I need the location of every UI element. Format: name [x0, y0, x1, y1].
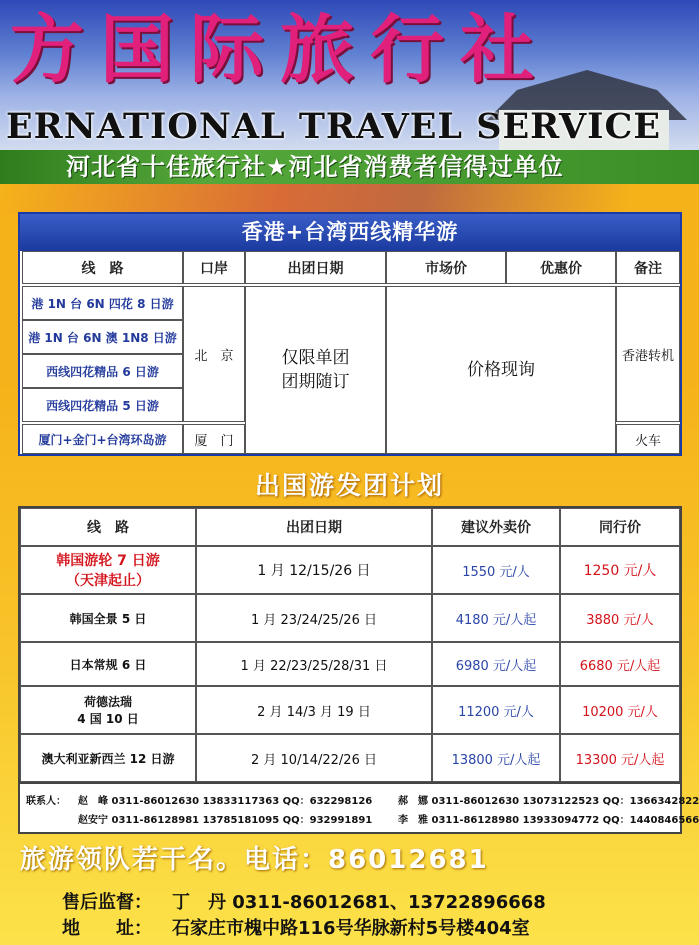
route-subtitle: 4 国 10 日	[77, 712, 139, 726]
route-cell: 西线四花精品 5 日游	[22, 388, 183, 422]
port-xiamen: 厦 门	[183, 424, 245, 454]
route-cell: 西线四花精品 6 日游	[22, 354, 183, 388]
table-row-trade: 10200 元/人	[560, 686, 680, 734]
table-row-trade: 6680 元/人起	[560, 642, 680, 686]
table-row-route: 韩国全景 5 日	[20, 594, 196, 642]
header-trade-price: 同行价	[560, 508, 680, 546]
depart-date-line2: 团期随订	[281, 372, 350, 392]
table-row-trade: 1250 元/人	[560, 546, 680, 594]
contact-zhao-anning: 赵安宁 0311-86128981 13785181095 QQ：932991891	[78, 815, 373, 826]
agency-title-english: ERNATIONAL TRAVEL SERVICE	[6, 106, 662, 147]
table-row-retail: 13800 元/人起	[432, 734, 560, 782]
address-label: 地 址：	[62, 918, 152, 939]
header-depart-date: 出团日期	[196, 508, 432, 546]
table-row-retail: 1550 元/人	[432, 546, 560, 594]
hk-taiwan-table-title: 香港+台湾西线精华游	[20, 214, 680, 251]
port-beijing: 北 京	[183, 286, 245, 422]
outbound-section-title: 出国游发团计划	[254, 471, 444, 500]
table-row-date: 1 月 12/15/26 日	[196, 546, 432, 594]
table-row-date: 2 月 10/14/22/26 日	[196, 734, 432, 782]
route-name: 荷德法瑞	[83, 695, 132, 709]
table-row-date: 1 月 23/24/25/26 日	[196, 594, 432, 642]
price-cell: 价格现询	[386, 286, 616, 454]
contact-zhao-feng: 赵 峰 0311-86012630 13833117363 QQ：632298126	[78, 796, 373, 807]
table-row-route: 澳大利亚新西兰 12 日游	[20, 734, 196, 782]
after-sales-contact: 丁 丹 0311-86012681、13722896668	[172, 892, 546, 913]
decorative-band	[0, 184, 699, 214]
table-row-route	[20, 686, 196, 734]
table-row-route	[20, 546, 196, 594]
route-cell: 港 1N 台 6N 澳 1N8 日游	[22, 320, 183, 354]
after-sales-label: 售后监督：	[62, 892, 152, 913]
note-hk-transfer: 香港转机	[616, 286, 680, 422]
table-row-route: 日本常规 6 日	[20, 642, 196, 686]
route-cell: 厦门+金门+台湾环岛游	[22, 424, 183, 454]
hk-taiwan-table	[18, 212, 682, 456]
table-row-trade: 13300 元/人起	[560, 734, 680, 782]
header-route: 线 路	[20, 508, 196, 546]
contact-hao-na: 郝 娜 0311-86012630 13073122523 QQ：1366342822	[398, 796, 699, 807]
route-name: 韩国游轮 7 日游	[56, 553, 160, 569]
table-row-retail: 6980 元/人起	[432, 642, 560, 686]
tour-leader-recruit: 旅游领队若干名。电话：86012681	[20, 845, 489, 875]
table-row-trade: 3880 元/人	[560, 594, 680, 642]
header-discount-price: 优惠价	[506, 251, 616, 284]
note-train: 火车	[616, 424, 680, 454]
contacts-label: 联系人：	[26, 796, 66, 807]
header-depart-date: 出团日期	[245, 251, 386, 284]
depart-date-line1: 仅限单团	[281, 348, 350, 368]
table-row-date: 1 月 22/23/25/28/31 日	[196, 642, 432, 686]
route-cell: 港 1N 台 6N 四花 8 日游	[22, 286, 183, 320]
slogan-bar: 河北省十佳旅行社★河北省消费者信得过单位	[0, 150, 699, 184]
header-route: 线 路	[22, 251, 183, 284]
header-note: 备注	[616, 251, 680, 284]
table-row-date: 2 月 14/3 月 19 日	[196, 686, 432, 734]
contact-li-ya: 李 雅 0311-86128980 13933094772 QQ：1440846566	[398, 815, 699, 826]
depart-date-cell	[245, 286, 386, 454]
header-retail-price: 建议外卖价	[432, 508, 560, 546]
table-row-retail: 11200 元/人	[432, 686, 560, 734]
contacts-box	[18, 784, 699, 834]
header-market-price: 市场价	[386, 251, 506, 284]
outbound-table	[18, 506, 682, 784]
header-port: 口岸	[183, 251, 245, 284]
agency-title-chinese: 方国际旅行社	[10, 7, 550, 93]
table-row-retail: 4180 元/人起	[432, 594, 560, 642]
address-value: 石家庄市槐中路116号华脉新村5号楼404室	[172, 918, 530, 939]
route-subtitle: （天津起止）	[66, 573, 150, 589]
